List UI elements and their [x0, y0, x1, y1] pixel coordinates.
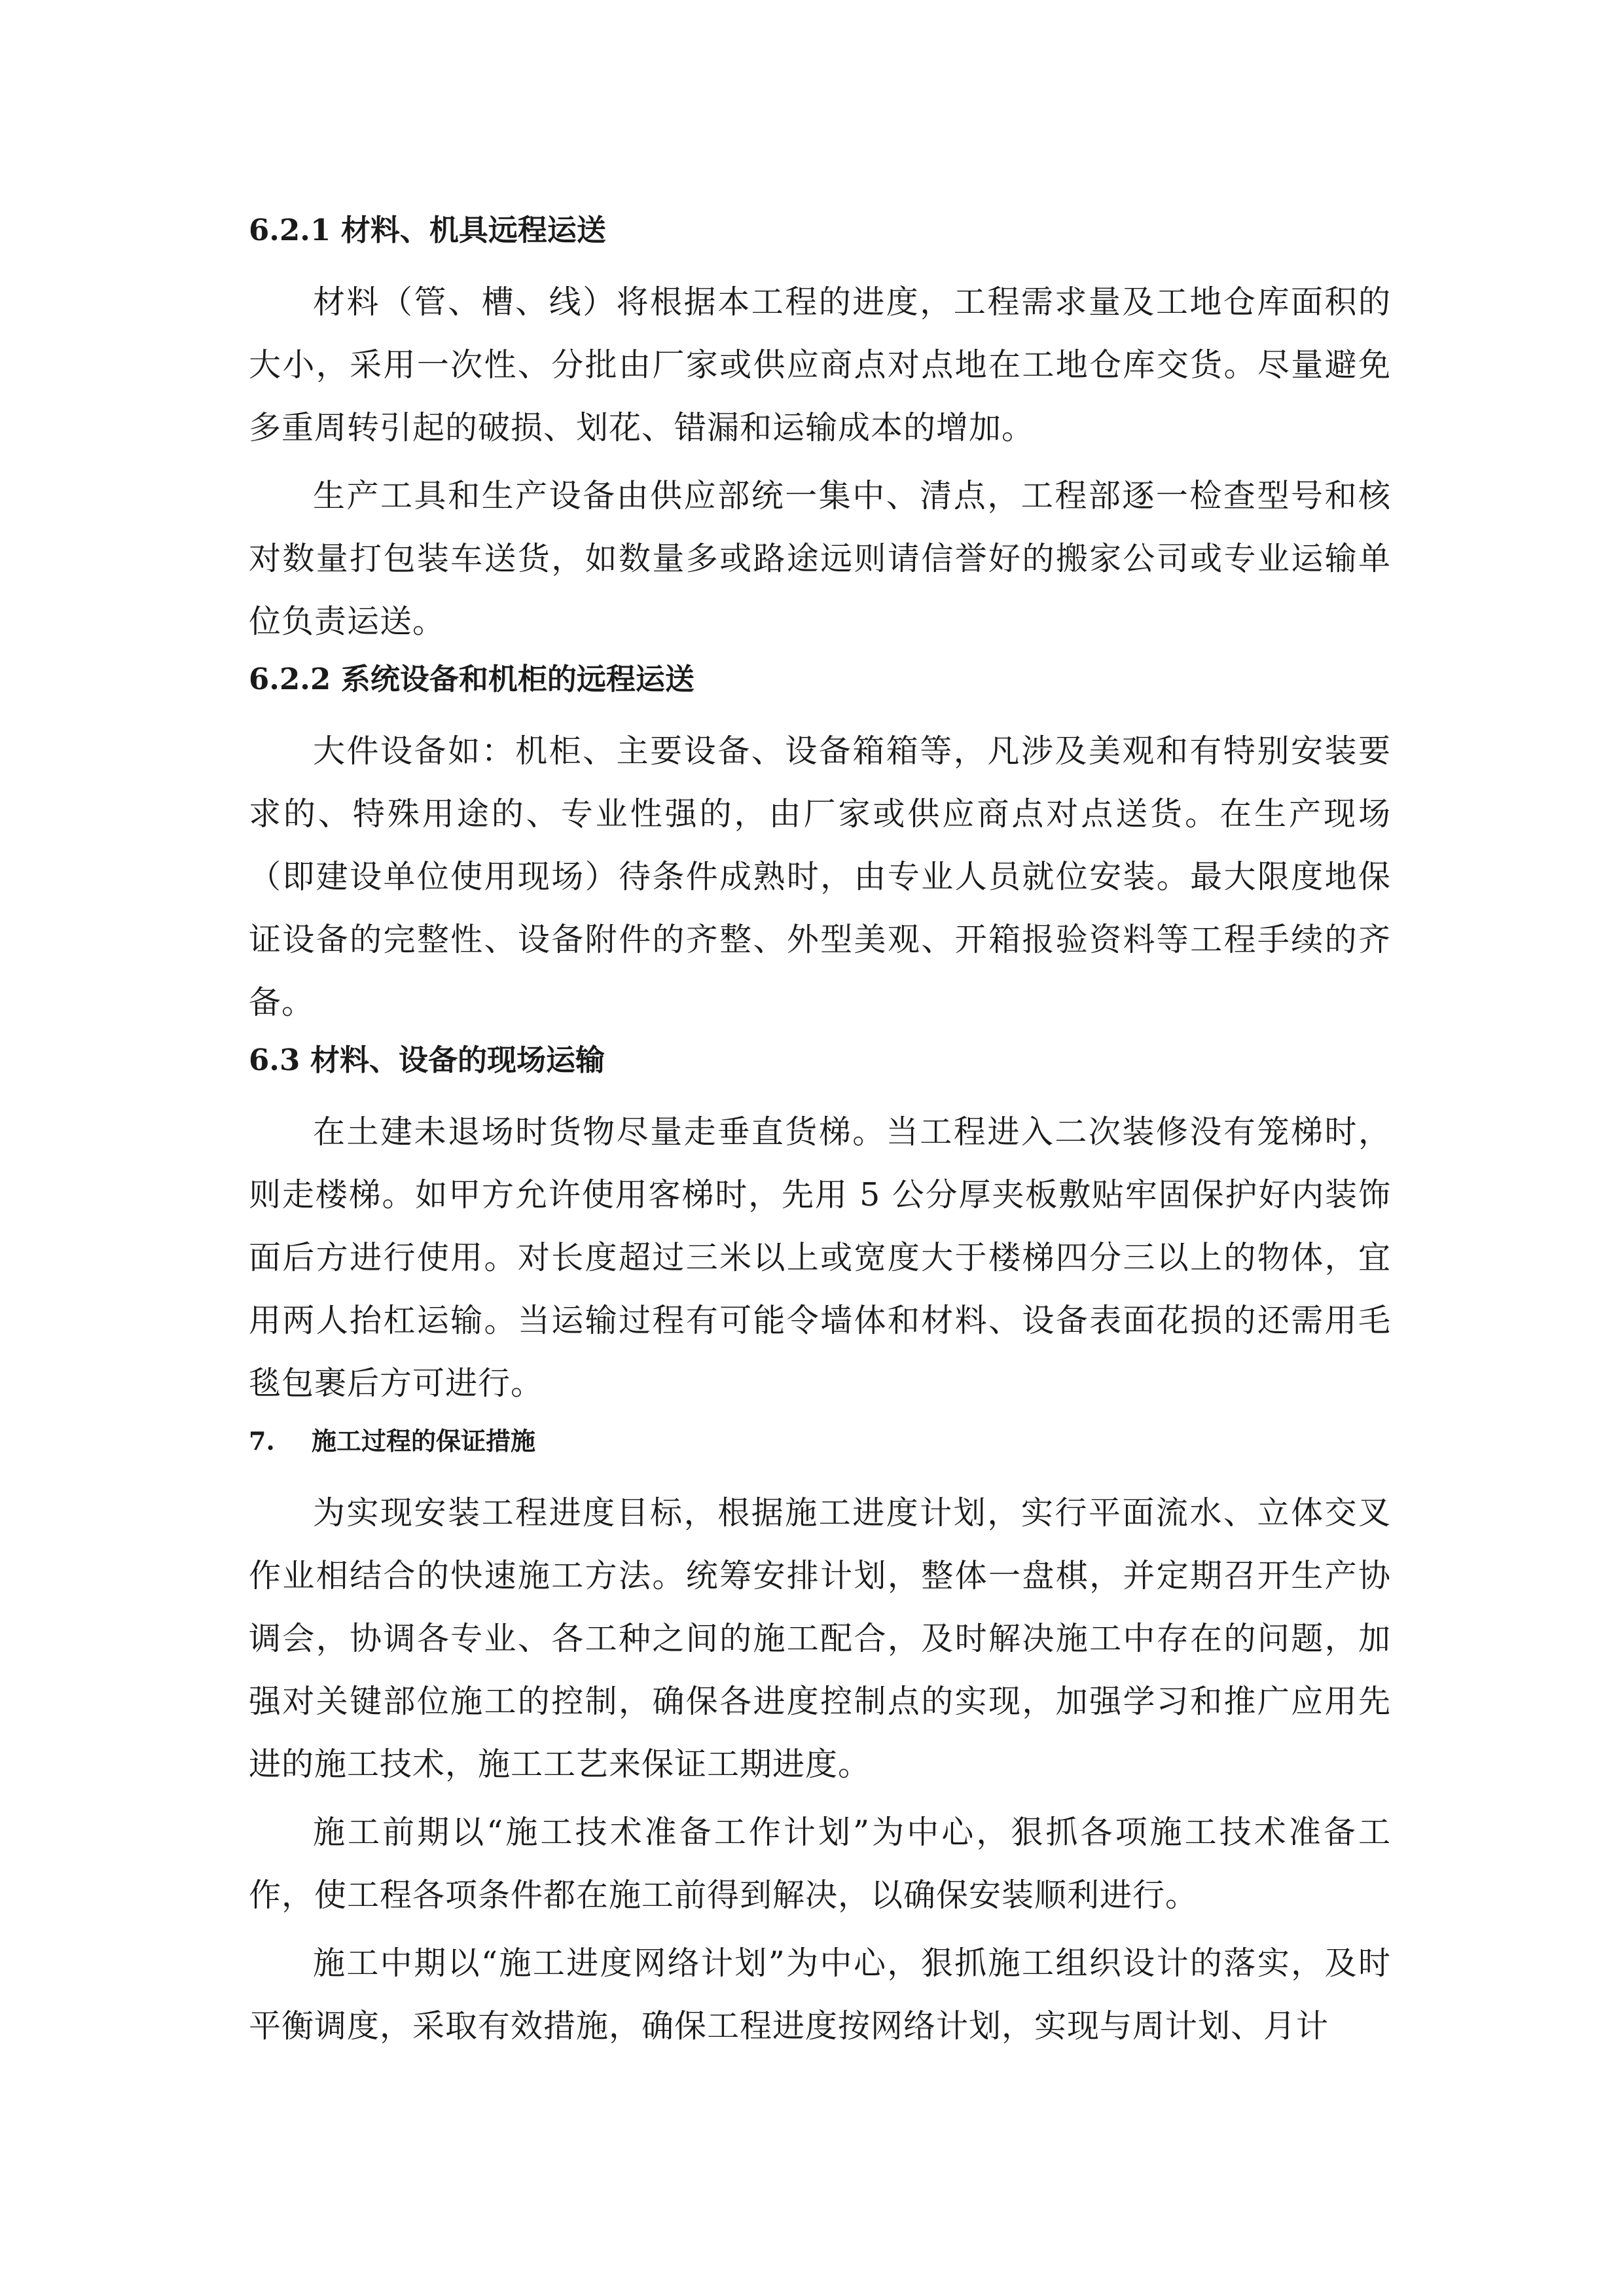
section-heading-7 [249, 1420, 1391, 1462]
paragraph: 生产工具和生产设备由供应部统一集中、清点，工程部逐一检查型号和核对数量打包装车送货，如数量多或路途远则请信誉好的搬家公司或专业运输单位负责运送。 [249, 477, 1391, 640]
section-number: 7. [249, 1426, 275, 1456]
section-title: 施工过程的保证措施 [312, 1426, 536, 1456]
paragraph: 施工前期以“施工技术准备工作计划”为中心，狠抓各项施工技术准备工作，使工程各项条件都在施工前得到解决，以确保安装顺利进行。 [249, 1814, 1391, 1914]
paragraph: 在土建未退场时货物尽量走垂直货梯。当工程进入二次装修没有笼梯时，则走楼梯。如甲方允许使用客梯时，先用 5 公分厚夹板敷贴牢固保护好内装饰面后方进行使用。对长度超过三米以上或宽度大于楼梯四分三以上的物体，宜用两人抬杠运输。当运输过程有可能令墙体和材料、设备表面花损的还需用毛毯包裹后方可进行。 [249, 1113, 1391, 1402]
section-heading-6-2-1: 6.2.1 材料、机具远程运送 [249, 213, 606, 247]
paragraph: 材料（管、槽、线）将根据本工程的进度，工程需求量及工地仓库面积的大小，采用一次性、分批由厂家或供应商点对点地在工地仓库交货。尽量避免多重周转引起的破损、划花、错漏和运输成本的增加。 [249, 283, 1391, 446]
section-heading-6-2-2: 6.2.2 系统设备和机柜的远程运送 [249, 662, 695, 696]
section-heading-6-3: 6.3 材料、设备的现场运输 [249, 1043, 605, 1077]
paragraph: 大件设备如：机柜、主要设备、设备箱箱等，凡涉及美观和有特别安装要求的、特殊用途的、专业性强的，由厂家或供应商点对点送货。在生产现场（即建设单位使用现场）待条件成熟时，由专业人员就位安装。最大限度地保证设备的完整性、设备附件的齐整、外型美观、开箱报验资料等工程手续的齐备。 [249, 732, 1391, 1021]
document-body [249, 209, 1391, 2063]
paragraph: 施工中期以“施工进度网络计划”为中心，狠抓施工组织设计的落实，及时平衡调度，采取有效措施，确保工程进度按网络计划，实现与周计划、月计 [249, 1945, 1391, 2045]
paragraph: 为实现安装工程进度目标，根据施工进度计划，实行平面流水、立体交叉作业相结合的快速施工方法。统筹安排计划，整体一盘棋，并定期召开生产协调会，协调各专业、各工种之间的施工配合，及时解决施工中存在的问题，加强对关键部位施工的控制，确保各进度控制点的实现，加强学习和推广应用先进的施工技术，施工工艺来保证工期进度。 [249, 1494, 1391, 1783]
